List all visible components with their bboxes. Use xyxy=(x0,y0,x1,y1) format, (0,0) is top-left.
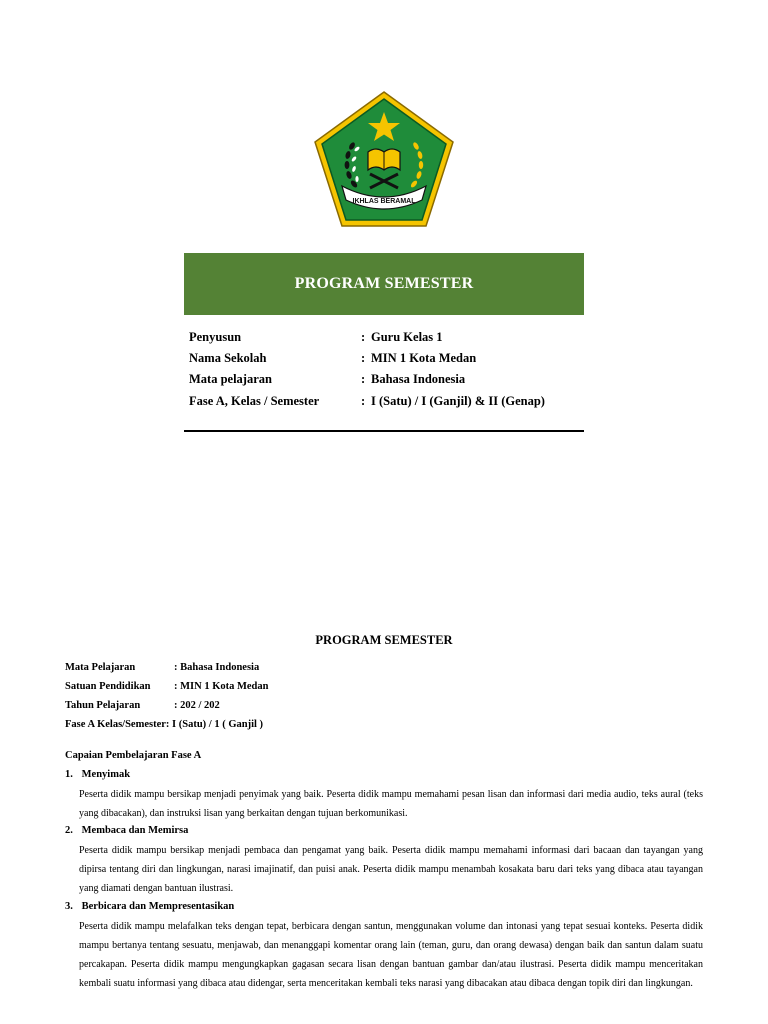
item-paragraph: Peserta didik mampu bersikap menjadi pembaca dan pengamat yang baik. Peserta didik mampu memahami informasi dari bacaan dan tayangan yang dipirsa tentang diri dan lingkungan, narasi imajinatif, dan puisi anak. Peserta didik mampu menambah kosakata baru dari teks yang dibaca atau tayangan yang diamati dengan bantuan ilustrasi. xyxy=(79,845,703,894)
item-paragraph: Peserta didik mampu bersikap menjadi penyimak yang baik. Peserta didik mampu memahami pesan lisan dan informasi dari media audio, teks aural (teks yang dibacakan), dan instruksi lisan yang berkaitan dengan tujuan berkomunikasi. xyxy=(79,789,703,819)
meta-label: Satuan Pendidikan xyxy=(65,681,151,692)
item-number: 2. xyxy=(65,825,73,836)
meta-value: : MIN 1 Kota Medan xyxy=(174,681,269,692)
item-title: Menyimak xyxy=(81,769,131,780)
meta-label: Mata Pelajaran xyxy=(65,662,136,673)
cover-title-banner xyxy=(184,253,584,315)
item-paragraph: Peserta didik mampu melafalkan teks dengan tepat, berbicara dengan santun, menggunakan volume dan intonasi yang tepat sesuai konteks. Peserta didik mampu bertanya tentang sesuatu, menjawab, dan menanggapi komentar orang lain (teman, guru, dan orang dewasa) dengan baik dan santun dalam suatu percakapan. Peserta didik mampu mengungkapkan gagasan secara lisan dengan bantuan gambar dan/atau ilustrasi. Peserta didik mampu menceritakan kembali suatu informasi yang dibaca atau didengar, serta menceritakan kembali teks narasi yang dibacakan atau dibaca dengan topik diri dan lingkungan. xyxy=(79,921,703,989)
cover-label-penyusun: Penyusun xyxy=(189,330,242,344)
section-heading: Capaian Pembelajaran Fase A xyxy=(65,750,202,761)
cover-colon: : xyxy=(361,351,366,365)
meta-value: : I (Satu) / 1 ( Ganjil ) xyxy=(165,719,264,730)
cover-title: PROGRAM SEMESTER xyxy=(294,275,474,292)
page-title: PROGRAM SEMESTER xyxy=(315,633,453,647)
cover-value-sekolah: MIN 1 Kota Medan xyxy=(371,351,477,365)
item-title: Membaca dan Memirsa xyxy=(81,825,189,836)
item-title: Berbicara dan Mempresentasikan xyxy=(81,901,235,912)
cover-value-penyusun: Guru Kelas 1 xyxy=(371,330,443,344)
meta-row xyxy=(65,700,220,711)
cover-colon: : xyxy=(361,394,366,408)
cover-value-mapel: Bahasa Indonesia xyxy=(371,372,466,386)
meta-value: : Bahasa Indonesia xyxy=(174,662,260,673)
cover-label-fase: Fase A, Kelas / Semester xyxy=(189,394,320,408)
logo-ribbon-text: IKHLAS BERAMAL xyxy=(352,198,416,205)
cover-value-fase: I (Satu) / I (Ganjil) & II (Genap) xyxy=(371,394,545,408)
meta-label: Tahun Pelajaran xyxy=(65,700,141,711)
item-heading xyxy=(65,825,188,836)
meta-row xyxy=(65,662,259,673)
kemenag-logo xyxy=(312,90,456,228)
item-heading xyxy=(65,901,234,912)
item-number: 1. xyxy=(65,769,73,780)
meta-value: : 202 / 202 xyxy=(174,700,220,711)
cover-divider xyxy=(184,430,584,432)
cover-colon: : xyxy=(361,372,366,386)
cover-label-sekolah: Nama Sekolah xyxy=(189,351,267,365)
item-heading xyxy=(65,769,130,780)
item-number: 3. xyxy=(65,901,73,912)
meta-row xyxy=(65,681,269,692)
cover-label-mapel: Mata pelajaran xyxy=(189,372,272,386)
emblem-icon xyxy=(312,90,456,228)
cover-colon: : xyxy=(361,330,366,344)
meta-row xyxy=(65,719,263,730)
meta-label: Fase A Kelas/Semester xyxy=(65,719,166,730)
